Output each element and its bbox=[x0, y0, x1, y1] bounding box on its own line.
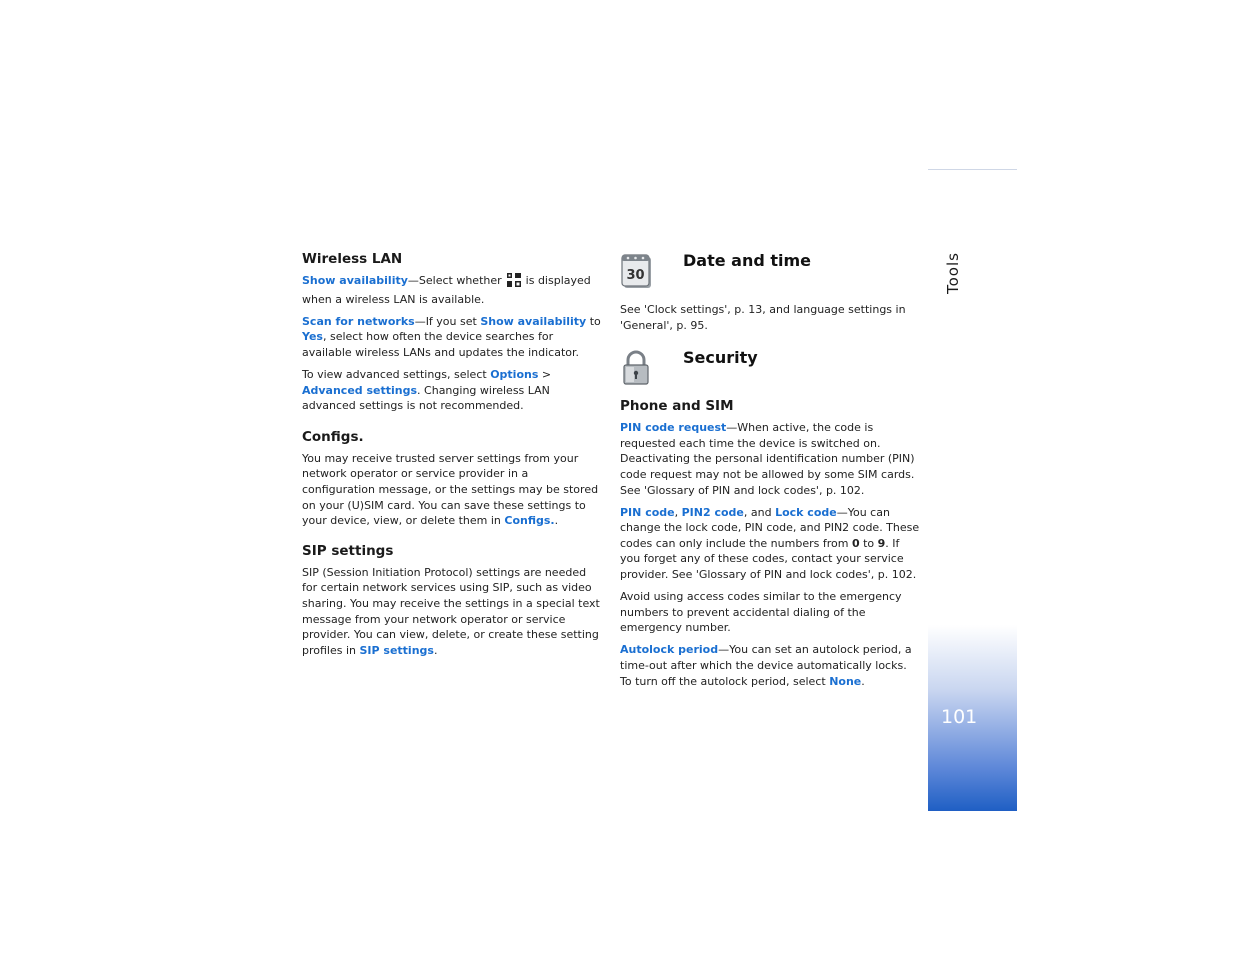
configs-link[interactable]: Configs. bbox=[504, 514, 555, 528]
pin-code-request-link[interactable]: PIN code request bbox=[620, 421, 727, 435]
right-column bbox=[620, 250, 920, 696]
codes-paragraph: PIN code, PIN2 code, and Lock code—You can change the lock code, PIN code, and PIN2 code. These codes can only include the numbers from 0 to 9. If you forget any of these codes, contact your service provider. See 'Glossary of PIN and lock codes', p. 102. bbox=[620, 505, 920, 582]
wlan-indicator-icon bbox=[506, 273, 522, 292]
autolock-paragraph: Autolock period—You can set an autolock period, a time-out after which the device automatically locks. To turn off the autolock period, select None. bbox=[620, 643, 912, 688]
security-title: Security bbox=[683, 348, 758, 368]
sip-settings-heading: SIP settings bbox=[302, 542, 394, 559]
sip-settings-link[interactable]: SIP settings bbox=[359, 643, 434, 657]
wireless-lan-heading: Wireless LAN bbox=[302, 251, 403, 267]
show-availability-link[interactable]: Show availability bbox=[302, 274, 408, 287]
pin-code-request-paragraph: PIN code request—When active, the code is requested each time the device is switched on. Deactivating the personal identification number (PIN) code request may not be allowed by some SIM cards. See 'Glossary of PIN and lock codes', p. 102. bbox=[620, 421, 915, 497]
autolock-period-link[interactable]: Autolock period bbox=[620, 643, 719, 657]
show-availability-link-2[interactable]: Show availability bbox=[480, 314, 587, 328]
calendar-icon bbox=[620, 252, 654, 288]
configs-heading: Configs. bbox=[302, 428, 364, 445]
phone-and-sim-heading: Phone and SIM bbox=[620, 398, 734, 415]
configs-paragraph: You may receive trusted server settings from your network operator or service provider in a configuration message, or the settings may be stored on your (U)SIM card. You can save these settings to your device, view, or delete them in Configs.. bbox=[302, 451, 599, 528]
scan-for-networks-link[interactable]: Scan for networks bbox=[302, 314, 415, 328]
sip-paragraph: SIP (Session Initiation Protocol) settings are needed for certain network services using SIP, such as video sharing. You may receive the settings in a special text message from your network operator or service provider. You can view, delete, or create these setting profiles in SIP settings. bbox=[302, 565, 600, 657]
date-and-time-paragraph: See 'Clock settings', p. 13, and language settings in 'General', p. 95. bbox=[620, 303, 906, 332]
padlock-icon bbox=[620, 349, 654, 385]
wlan-show-availability-paragraph: Show availability—Select whether is displayed when a wireless LAN is available. bbox=[302, 274, 591, 306]
svg-text:30: 30 bbox=[626, 268, 645, 283]
date-and-time-header bbox=[620, 250, 920, 298]
advanced-settings-link[interactable]: Advanced settings bbox=[302, 383, 418, 397]
pin-code-link[interactable]: PIN code bbox=[620, 505, 675, 519]
options-link[interactable]: Options bbox=[490, 367, 539, 381]
wlan-scan-paragraph: Scan for networks—If you set Show availability to Yes, select how often the device searches for available wireless LANs and updates the indicator. bbox=[302, 314, 601, 359]
emergency-paragraph: Avoid using access codes similar to the emergency numbers to prevent accidental dialing of the emergency number. bbox=[620, 590, 902, 635]
lock-code-link[interactable]: Lock code bbox=[775, 505, 837, 519]
yes-link[interactable]: Yes bbox=[302, 330, 323, 344]
page-number: 101 bbox=[941, 706, 978, 728]
security-header bbox=[620, 347, 920, 395]
none-link[interactable]: None bbox=[829, 674, 862, 688]
left-column bbox=[302, 250, 602, 665]
wlan-advanced-paragraph: To view advanced settings, select Options > Advanced settings. Changing wireless LAN advanced settings is not recommended. bbox=[302, 367, 552, 413]
chapter-label: Tools bbox=[944, 252, 962, 294]
date-and-time-title: Date and time bbox=[683, 251, 812, 270]
pin2-code-link[interactable]: PIN2 code bbox=[681, 505, 744, 519]
